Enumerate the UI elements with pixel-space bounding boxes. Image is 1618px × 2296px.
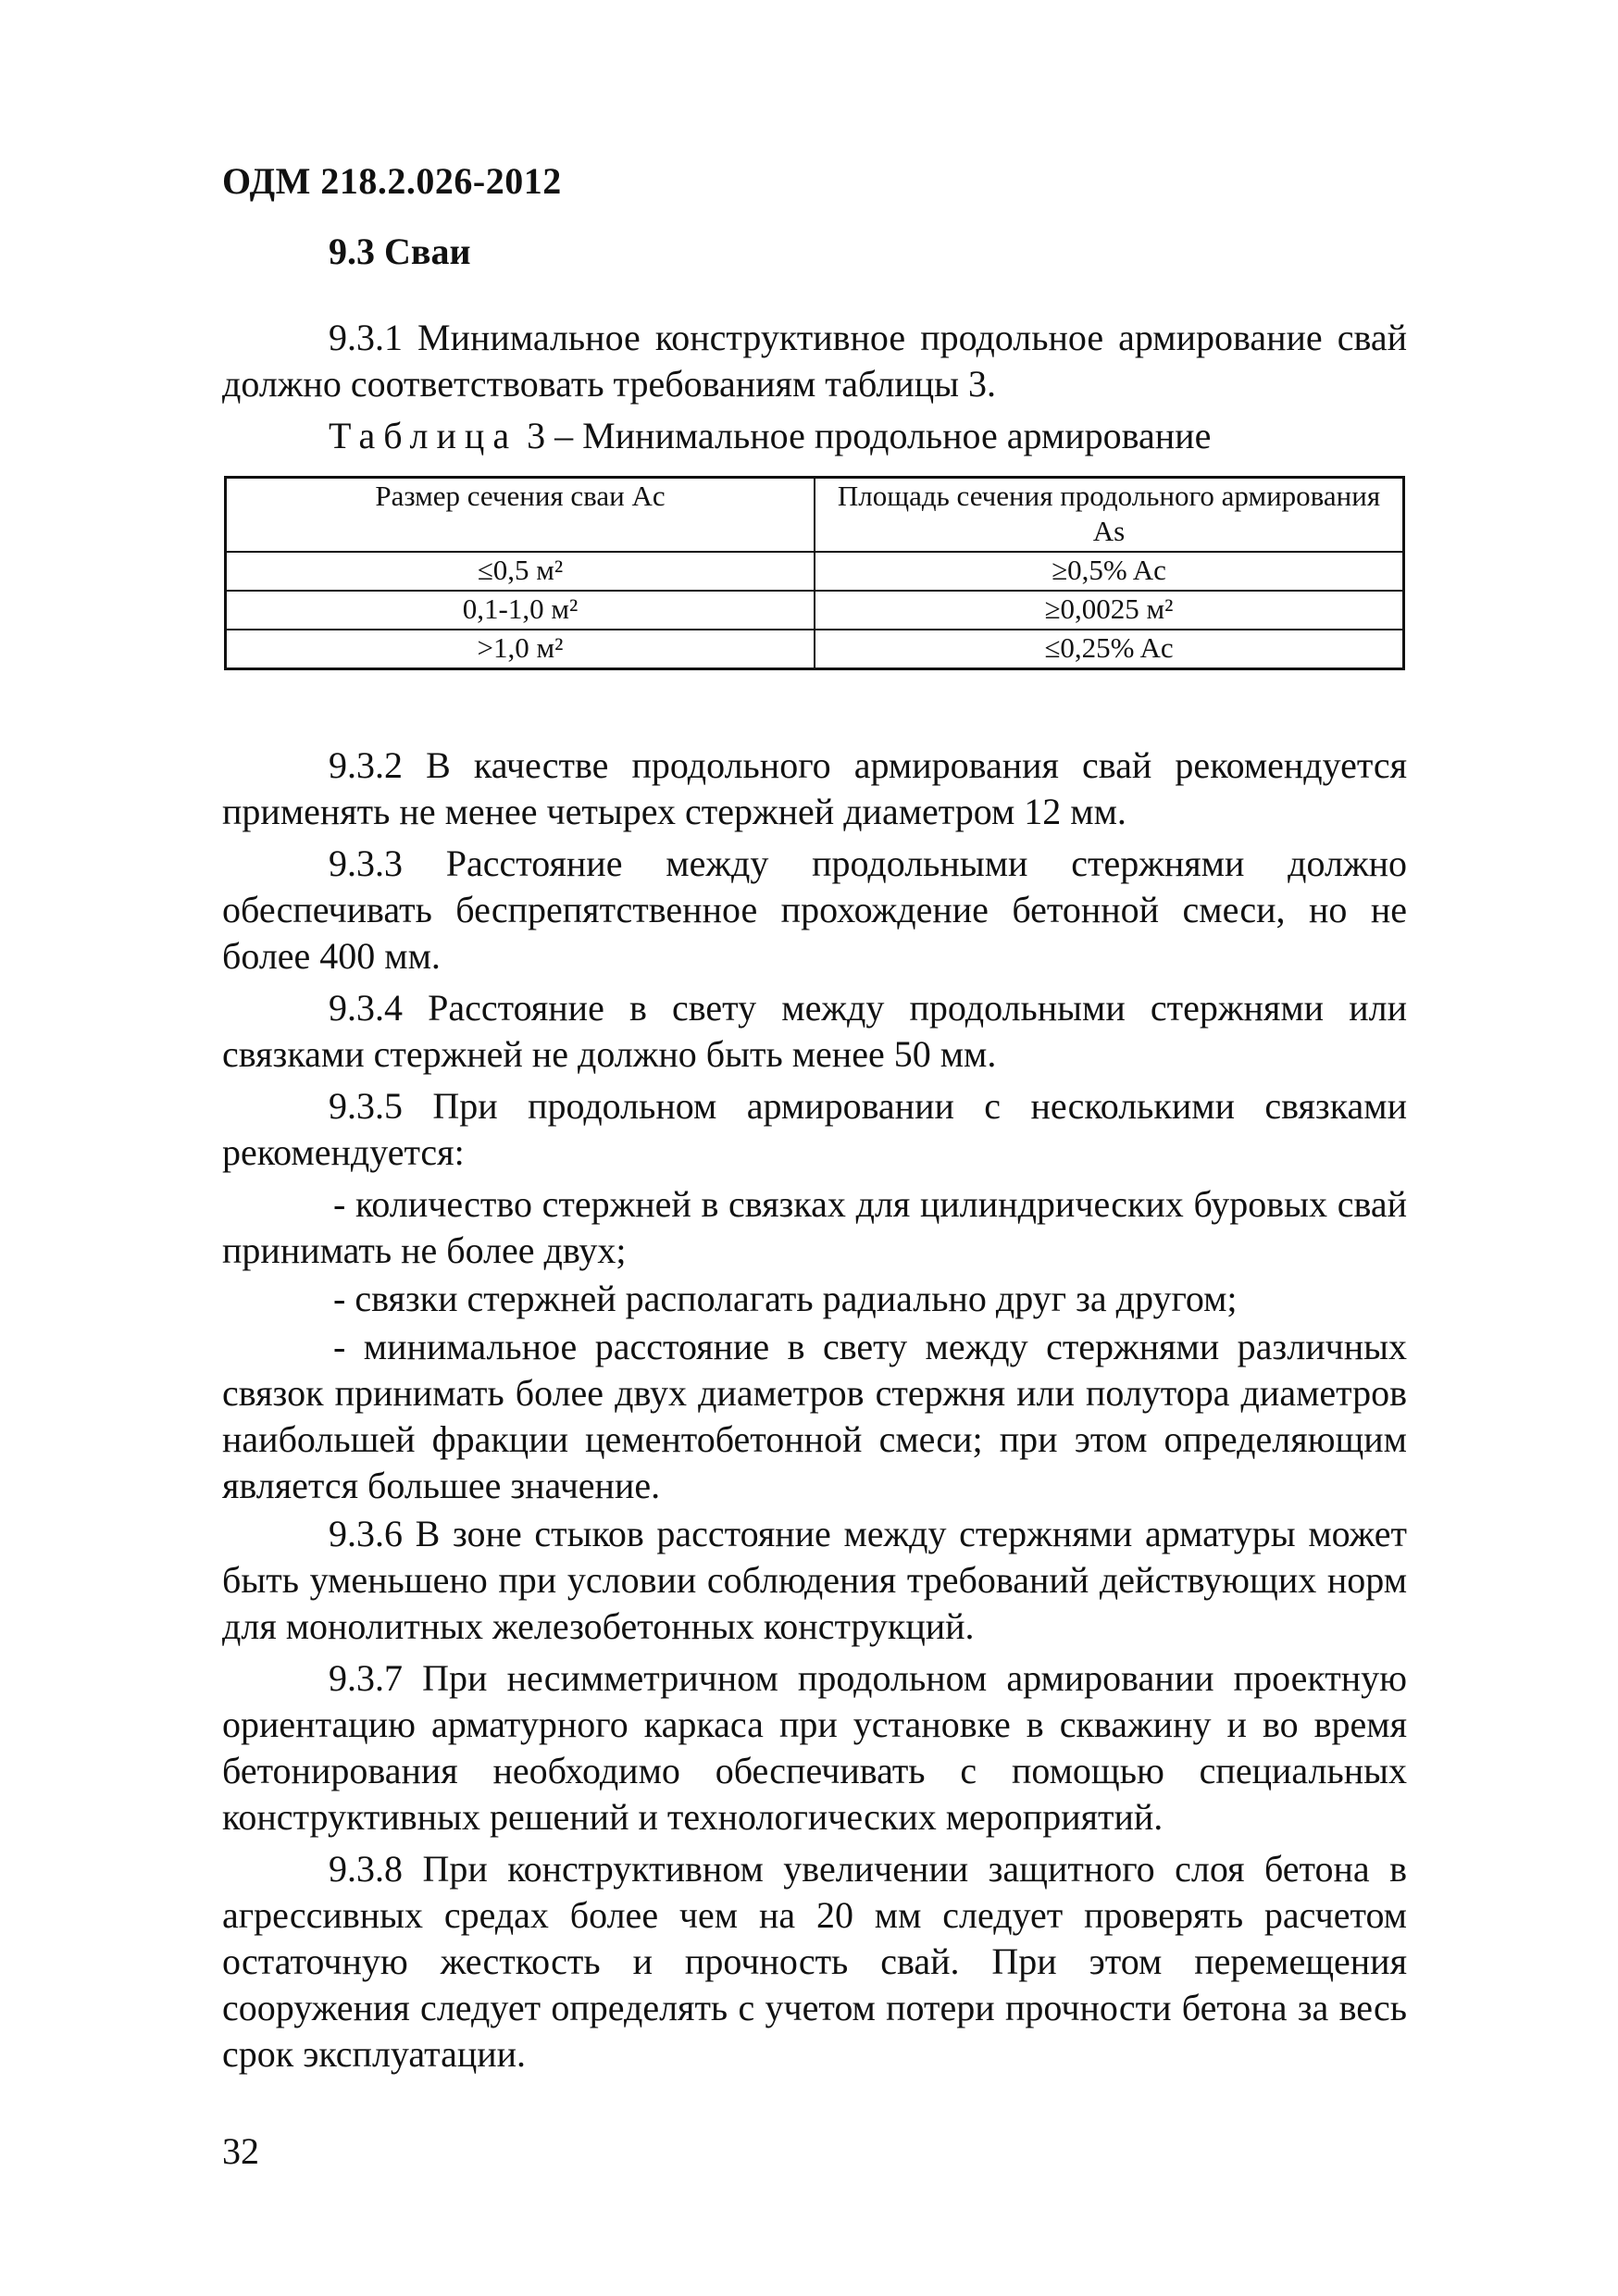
paragraph-9-3-2: 9.3.2 В качестве продольного армирования свай рекомендуется применять не менее четырех стержней диаметром 12 мм. [222,744,1407,832]
reinforcement-table [224,476,1405,670]
paragraph-9-3-7: 9.3.7 При несимметричном продольном армировании проектную ориентацию арматурного каркаса при установке в скважину и во время бетонирования необходимо обеспечивать с помощью специальных конструктивных решений и технологических мероприятий. [222,1657,1407,1838]
table-cell: 0,1-1,0 м² [226,591,815,630]
paragraph-9-3-4: 9.3.4 Расстояние в свету между продольными стержнями или связками стержней не должно быть менее 50 мм. [222,987,1407,1075]
paragraph-9-3-8: 9.3.8 При конструктивном увеличении защитного слоя бетона в агрессивных средах более чем на 20 мм следует проверять расчетом остаточную жесткость и прочность свай. При этом перемещения сооружения следует определять с учетом потери прочности бетона за весь срок эксплуатации. [222,1848,1407,2075]
table-cell: >1,0 м² [226,630,815,669]
page-number: 32 [222,2130,259,2172]
section-title: 9.3 Сваи [329,231,471,272]
table-header-row [226,478,1404,553]
table-row [226,591,1404,630]
paragraph-9-3-5: 9.3.5 При продольном армировании с несколькими связками рекомендуется: [222,1085,1407,1173]
table-header-section-size: Размер сечения сваи Ac [226,478,815,553]
list-item: - минимальное расстояние в свету между стержнями различных связок принимать более двух диаметров стержня или полутора диаметров наибольшей фракции цементобетонной смеси; при этом определяющим является большее значение. [222,1326,1407,1506]
table-caption-text: 3 – Минимальное продольное армирование [517,415,1212,456]
table-row [226,630,1404,669]
table-row [226,552,1404,591]
table-caption-word: Таблица [329,415,518,456]
table-caption [329,413,1407,459]
table-cell: ≥0,5% Ac [815,552,1404,591]
document-body [222,315,1407,2083]
table-cell: ≤0,25% Ac [815,630,1404,669]
list-item: - связки стержней располагать радиально друг за другом; [333,1278,1238,1319]
table-cell: ≥0,0025 м² [815,591,1404,630]
paragraph-9-3-1: 9.3.1 Минимальное конструктивное продольное армирование свай должно соответствовать требованиям таблицы 3. [222,317,1407,405]
paragraph-9-3-3: 9.3.3 Расстояние между продольными стержнями должно обеспечивать беспрепятственное прохождение бетонной смеси, но не более 400 мм. [222,842,1407,977]
table-header-reinforcement-area: Площадь сечения продольного армирования As [815,478,1404,553]
document-code: ОДМ 218.2.026-2012 [222,160,562,202]
list-item: - количество стержней в связках для цилиндрических буровых свай принимать не более двух; [222,1183,1407,1271]
paragraph-9-3-6: 9.3.6 В зоне стыков расстояние между стержнями арматуры может быть уменьшено при условии соблюдения требований действующих норм для монолитных железобетонных конструкций. [222,1513,1407,1647]
table-cell: ≤0,5 м² [226,552,815,591]
